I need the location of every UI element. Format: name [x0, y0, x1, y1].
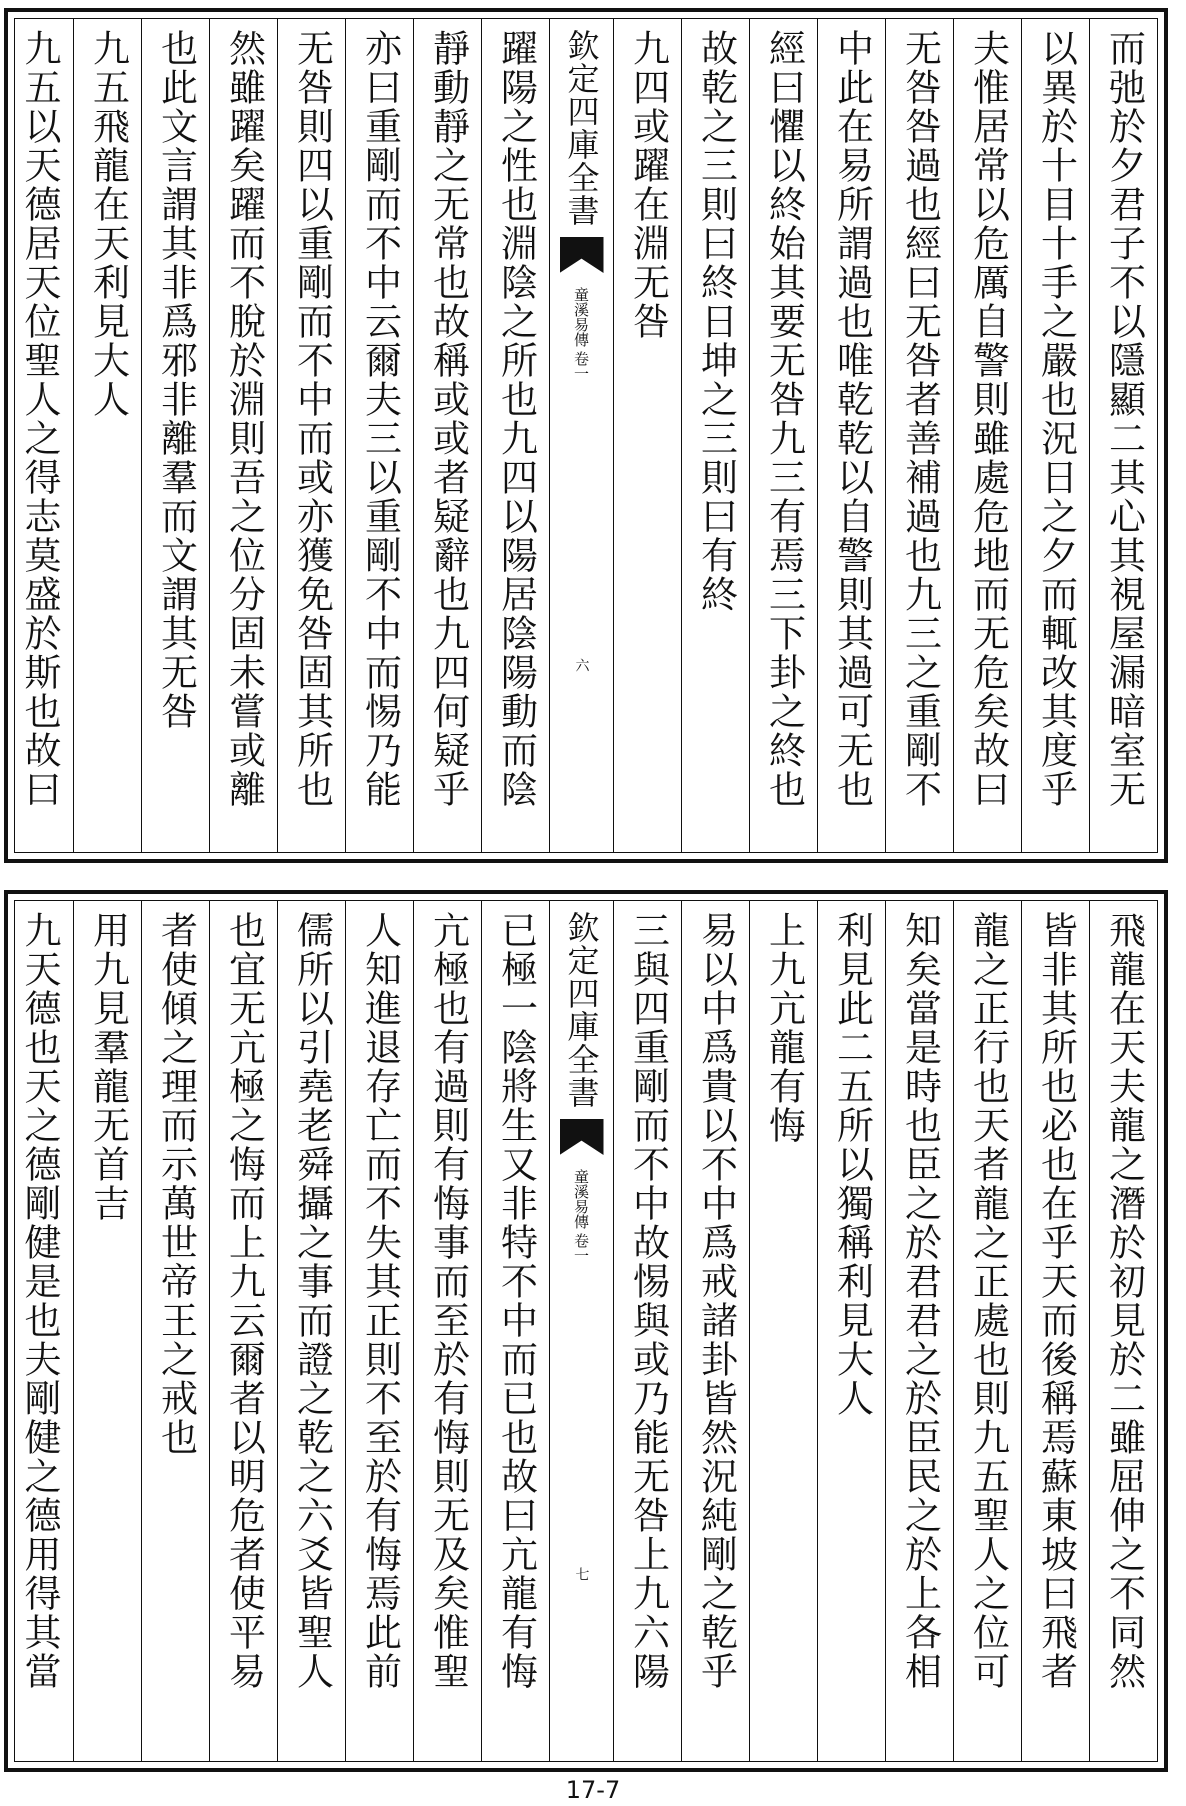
column-text: 夫惟居常以危厲自警則雖處危地而无危矣故曰 — [966, 29, 1010, 809]
page-number: 17-7 — [565, 1776, 621, 1804]
text-column — [413, 19, 481, 852]
text-column — [1021, 901, 1089, 1761]
text-column — [953, 19, 1021, 852]
text-column — [277, 901, 345, 1761]
column-text: 中此在易所謂過也唯乾乾以自警則其過可无也 — [830, 29, 874, 809]
book-title: 童溪易傳 — [572, 1169, 590, 1229]
column-text: 无咎則四以重剛而不中而或亦獲免咎固其所也 — [290, 29, 334, 809]
bottom-page — [4, 890, 1168, 1772]
text-column — [5, 901, 73, 1761]
folio-number: 六 — [573, 658, 590, 672]
column-text: 而弛於夕君子不以隱顯二其心其視屋漏暗室无 — [1102, 29, 1146, 809]
text-column — [141, 19, 209, 852]
column-text: 皆非其所也必也在乎天而後稱焉蘇東坡曰飛者 — [1034, 911, 1078, 1691]
text-column — [481, 19, 549, 852]
center-fold — [549, 901, 613, 1761]
text-column — [345, 19, 413, 852]
volume-label: 卷一 — [572, 1233, 590, 1263]
column-text: 知矣當是時也臣之於君君之於臣民之於上各相 — [898, 911, 942, 1691]
library-title: 欽定四庫全書 — [562, 29, 601, 227]
column-text: 也此文言謂其非爲邪非離羣而文謂其无咎 — [154, 29, 198, 731]
text-column — [817, 901, 885, 1761]
column-text: 易以中爲貴以不中爲戒諸卦皆然況純剛之乾乎 — [694, 911, 738, 1691]
volume-label: 卷一 — [572, 351, 590, 381]
text-column — [481, 901, 549, 1761]
column-text: 靜動靜之无常也故稱或或者疑辭也九四何疑乎 — [426, 29, 470, 809]
column-text: 利見此二五所以獨稱利見大人 — [830, 911, 874, 1418]
library-title: 欽定四庫全書 — [562, 911, 601, 1109]
book-title: 童溪易傳 — [572, 287, 590, 347]
text-column — [885, 19, 953, 852]
text-column — [885, 901, 953, 1761]
column-text: 龍之正行也天者龍之正處也則九五聖人之位可 — [966, 911, 1010, 1691]
text-column — [681, 19, 749, 852]
text-column — [73, 19, 141, 852]
text-column — [73, 901, 141, 1761]
column-text: 飛龍在天夫龍之潛於初見於二雖屈伸之不同然 — [1102, 911, 1146, 1691]
column-text: 用九見羣龍无首吉 — [86, 911, 130, 1223]
book-title-block — [571, 1169, 592, 1263]
center-fold — [549, 19, 613, 852]
text-column — [209, 19, 277, 852]
column-text: 故乾之三則曰終日坤之三則曰有終 — [694, 29, 738, 614]
text-column — [749, 901, 817, 1761]
text-column — [1021, 19, 1089, 852]
text-column — [613, 19, 681, 852]
column-text: 也宜无亢極之悔而上九云爾者以明危者使平易 — [222, 911, 266, 1691]
column-text: 然雖躍矣躍而不脫於淵則吾之位分固未嘗或離 — [222, 29, 266, 809]
text-column — [749, 19, 817, 852]
column-text: 躍陽之性也淵陰之所也九四以陽居陰陽動而陰 — [494, 29, 538, 809]
text-column — [141, 901, 209, 1761]
column-text: 九五飛龍在天利見大人 — [86, 29, 130, 419]
column-text: 九天德也天之德剛健是也夫剛健之德用得其當 — [18, 911, 61, 1691]
column-text: 亦曰重剛而不中云爾夫三以重剛不中而惕乃能 — [358, 29, 402, 809]
text-column — [1089, 19, 1157, 852]
column-text: 上九亢龍有悔 — [762, 911, 806, 1145]
top-page-frame — [14, 18, 1158, 853]
text-column — [345, 901, 413, 1761]
column-text: 者使傾之理而示萬世帝王之戒也 — [154, 911, 198, 1457]
text-column — [953, 901, 1021, 1761]
book-title-block — [571, 287, 592, 381]
text-column — [1089, 901, 1157, 1761]
fishtail-mark-icon — [560, 237, 604, 273]
folio-number: 七 — [573, 1567, 590, 1581]
text-column — [817, 19, 885, 852]
column-text: 人知進退存亡而不失其正則不至於有悔焉此前 — [358, 911, 402, 1691]
top-page — [4, 8, 1168, 863]
text-column — [209, 901, 277, 1761]
column-text: 亢極也有過則有悔事而至於有悔則无及矣惟聖 — [426, 911, 470, 1691]
column-text: 九四或躍在淵无咎 — [626, 29, 670, 341]
text-column — [277, 19, 345, 852]
column-text: 三與四重剛而不中故惕與或乃能无咎上九六陽 — [626, 911, 670, 1691]
column-text: 經曰懼以終始其要无咎九三有焉三下卦之終也 — [762, 29, 806, 809]
bottom-page-frame — [14, 900, 1158, 1762]
column-text: 儒所以引堯老舜攝之事而證之乾之六爻皆聖人 — [290, 911, 334, 1691]
text-column — [413, 901, 481, 1761]
fishtail-mark-icon — [560, 1119, 604, 1155]
column-text: 九五以天德居天位聖人之得志莫盛於斯也故曰 — [18, 29, 61, 809]
text-column — [681, 901, 749, 1761]
text-column — [5, 19, 73, 852]
column-text: 无咎咎過也經曰无咎者善補過也九三之重剛不 — [898, 29, 942, 809]
column-text: 已極一陰將生又非特不中而已也故曰亢龍有悔 — [494, 911, 538, 1691]
text-column — [613, 901, 681, 1761]
column-text: 以異於十目十手之嚴也況日之夕而輒改其度乎 — [1034, 29, 1078, 809]
